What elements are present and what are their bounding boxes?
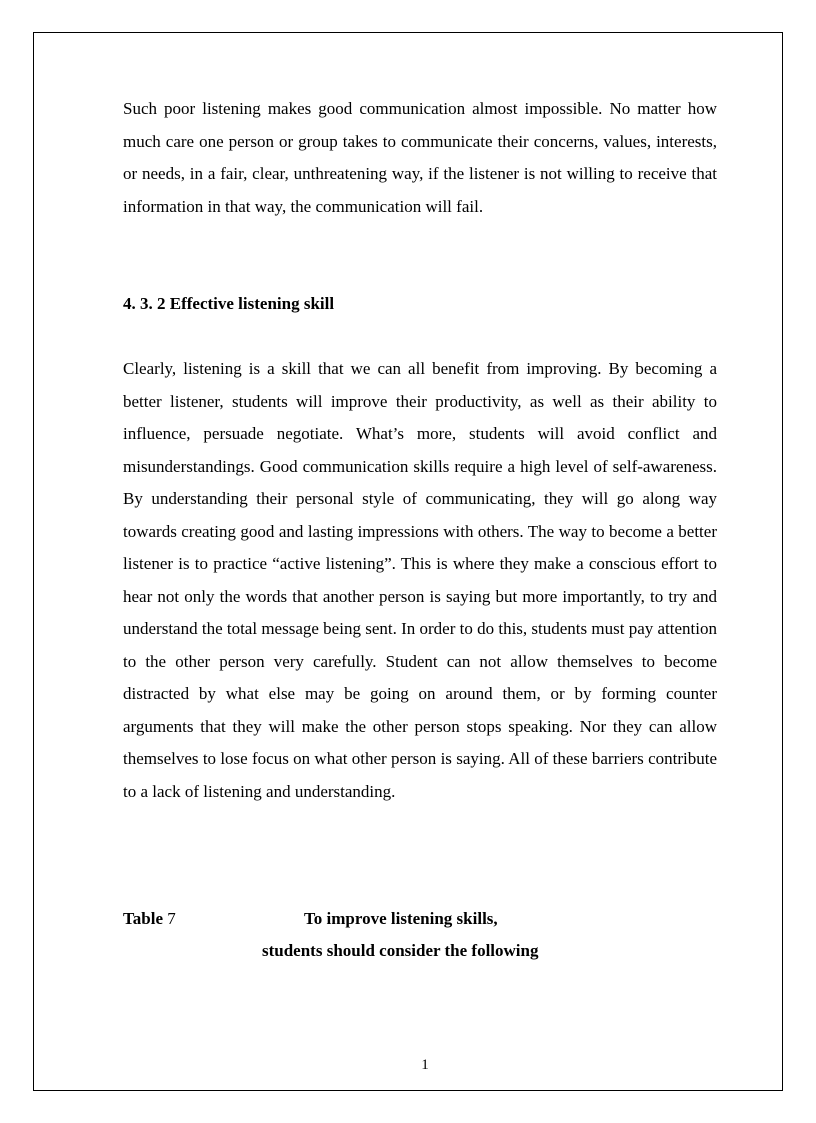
paragraph-effective-listening: Clearly, listening is a skill that we can all benefit from improving. By becoming a better listener, students will improve their productivity, as well as their ability to influence, persuade negotiate. What’s more, students will avoid conflict and misunderstandings. Good communication skills require a high level of self-awareness. By understanding their personal style of communicating, they will go along way towards creating good and lasting impressions with others. The way to become a better listener is to practice “active listening”. This is where they make a conscious effort to hear not only the words that another person is saying but more importantly, to try and understand the total message being sent. In order to do this, students must pay attention to the other person very carefully. Student can not allow themselves to become distracted by what else may be going on around them, or by forming counter arguments that they will make the other person stops speaking. Nor they can allow themselves to lose focus on what other person is saying. All of these barriers contribute to a lack of listening and understanding.	[123, 359, 717, 801]
paragraph-poor-listening: Such poor listening makes good communication almost impossible. No matter how much care one person or group takes to communicate their concerns, values, interests, or needs, in a fair, clear, unthreatening way, if the listener is not willing to receive that information in that way, the communication will fail.	[123, 99, 717, 216]
table-label-word: Table	[123, 909, 164, 928]
table-number: 7	[167, 909, 176, 928]
table-title-line-2: students should consider the following	[262, 941, 539, 960]
table-label	[123, 903, 176, 936]
table-title-line-1: To improve listening skills,	[304, 909, 498, 928]
page-number: 1	[421, 1057, 429, 1073]
section-heading: 4. 3. 2 Effective listening skill	[123, 294, 335, 313]
